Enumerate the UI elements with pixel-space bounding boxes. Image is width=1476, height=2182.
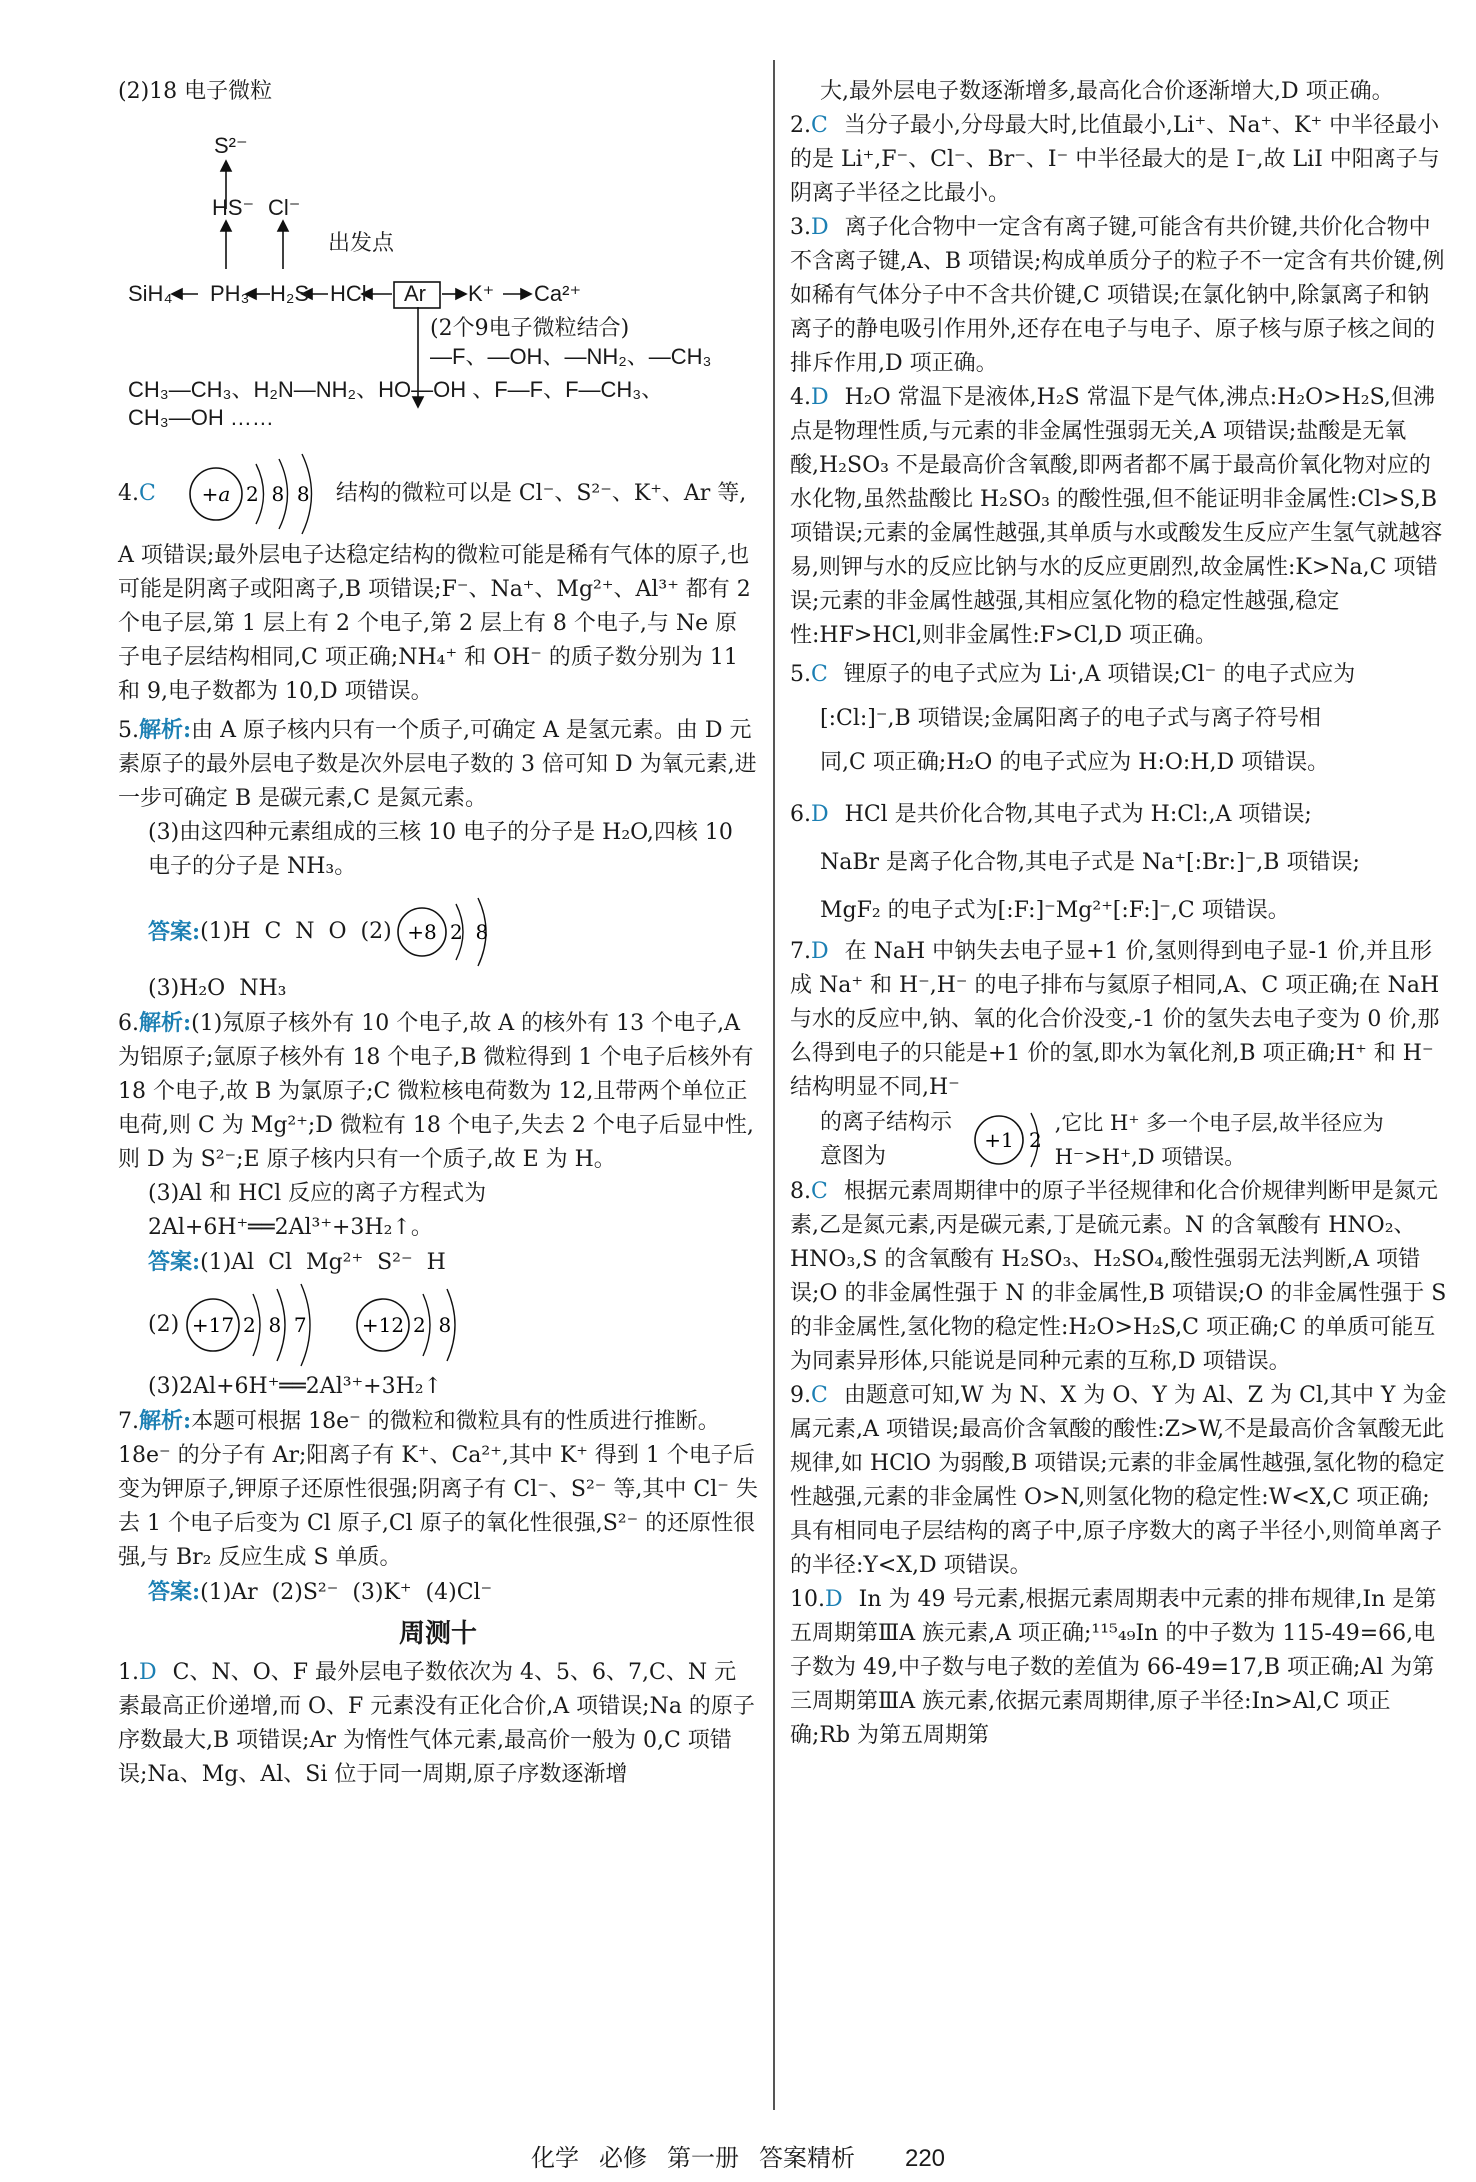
w9-text: 由题意可知,W 为 N、X 为 O、Y 为 Al、Z 为 Cl,其中 Y 为金属元素,A 项错误;最高价含氧酸的酸性:Z>W,不是最高价含氧酸无此规律,如 HClO 为弱酸,B 项错误;元素的非金属性越强,氢化物的稳定性越强,元素的非金属性 O>N,则氢化物的稳定性:W<X,C 项正确;具有相同电子层结构的离子中,原子序数大的离子半径小,则简单离子的半径:Y<X,D 项错误。 xyxy=(790,1383,1447,1578)
w3-number: 3. xyxy=(790,215,811,240)
18-electron-diagram xyxy=(118,109,758,429)
q5-text-2: (3)由这四种元素组成的三核 10 电子的分子是 H₂O,四核 10 电子的分子是 NH₃。 xyxy=(148,820,733,879)
w2-number: 2. xyxy=(790,113,811,138)
hcl: HCl xyxy=(330,281,367,306)
q5-number: 5. xyxy=(118,718,139,743)
cl-ion: Cl⁻ xyxy=(268,195,301,220)
q6-atom-diagrams xyxy=(179,1280,499,1370)
ca-ion: Ca²⁺ xyxy=(534,281,582,306)
page-number: 220 xyxy=(904,2145,946,2172)
q7-answer xyxy=(118,1575,758,1610)
w8-answer: C xyxy=(811,1179,828,1204)
w8-number: 8. xyxy=(790,1179,811,1204)
footer-label: 答案精析 xyxy=(758,2145,855,2172)
w6-number: 6. xyxy=(790,802,811,827)
q6-answer-3: (3)2Al+6H⁺══2Al³⁺+3H₂↑ xyxy=(148,1374,443,1399)
w4-block xyxy=(790,381,1450,653)
q7-number: 7. xyxy=(118,1409,139,1434)
w7-shells: 2 xyxy=(1028,1128,1042,1152)
q7-answer-label: 答案: xyxy=(148,1579,201,1605)
q6-number: 6. xyxy=(118,1011,139,1036)
page-footer xyxy=(0,2138,1476,2173)
left-column xyxy=(118,75,758,1792)
w3-answer: D xyxy=(811,215,829,240)
q7-label: 解析: xyxy=(139,1408,192,1434)
w4-number: 4. xyxy=(790,385,811,410)
w7-number: 7. xyxy=(790,939,811,964)
q5-nucleus: +8 xyxy=(406,920,437,944)
w4-answer: D xyxy=(811,385,829,410)
ph3: PH₃ xyxy=(210,281,250,306)
w6-text-1: HCl 是共价化合物,其电子式为 H:Cl:,A 项错误; xyxy=(844,802,1312,827)
q4-answer: C xyxy=(139,481,156,506)
w7-atom-diagram xyxy=(969,1105,1055,1175)
start-label: 出发点 xyxy=(328,231,395,256)
w10-block xyxy=(790,1583,1450,1753)
q5-answer xyxy=(118,892,758,972)
w6-answer: D xyxy=(811,802,829,827)
q5-block xyxy=(118,713,758,816)
q5-shells: 2 8 xyxy=(449,920,488,944)
q6-text-2: (3)Al 和 HCl 反应的离子方程式为 2Al+6H⁺══2Al³⁺+3H₂↑。 xyxy=(148,1181,487,1240)
w2-answer: C xyxy=(811,113,828,138)
q5-text-1: 由 A 原子核内只有一个质子,可确定 A 是氢元素。由 D 元素原子的最外层电子数是次外层电子数的 3 倍可知 D 为氧元素,进一步可确定 B 是碳元素,C 是氮元素。 xyxy=(118,718,757,811)
q6-answer-1-text: (1)Al Cl Mg²⁺ S²⁻ H xyxy=(200,1250,446,1275)
q5-answer-3: (3)H₂O NH₃ xyxy=(148,976,287,1001)
w10-answer: D xyxy=(825,1587,843,1612)
w7-nucleus: +1 xyxy=(983,1128,1014,1152)
q4-text-2: A 项错误;最外层电子达稳定结构的微粒可能是稀有气体的原子,也可能是阴离子或阳离子,B 项错误;F⁻、Na⁺、Mg²⁺、Al³⁺ 都有 2 个电子层,第 1 层上有 2 个电子,第 2 层上有 8 个电子,与 Ne 原子电子层结构相同,C 项正确;NH₄⁺ 和 OH⁻ 的质子数分别为 11 和 9,电子数都为 10,D 项错误。 xyxy=(118,543,751,704)
w7-block xyxy=(790,935,1450,1105)
q4-shells: 2 8 8 xyxy=(245,482,310,506)
w3-block xyxy=(790,211,1450,381)
molecule-list-1: CH₃—CH₃、H₂N—NH₂、HO—OH 、F—F、F—CH₃、 xyxy=(128,377,664,402)
w1-text: C、N、O、F 最外层电子数依次为 4、5、6、7,C、N 元素最高正价递增,而 O、F 元素没有正化合价,A 项错误;Na 的原子序数最大,B 项错误;Ar 为惰性气体元素,最高价一般为 0,C 项错误;Na、Mg、Al、Si 位于同一周期,原子序数逐渐增 xyxy=(118,1660,755,1787)
w6-text-3: MgF₂ 的电子式为[:F:]⁻Mg²⁺[:F:]⁻,C 项错误。 xyxy=(820,898,1290,923)
w1-block xyxy=(118,1656,758,1792)
w5-answer: C xyxy=(811,662,828,687)
q6-block xyxy=(118,1006,758,1177)
q4-atom-diagram xyxy=(176,449,336,539)
w8-block xyxy=(790,1175,1450,1379)
w5-block xyxy=(790,653,1450,785)
w2-block xyxy=(790,109,1450,211)
q6-answer-1 xyxy=(118,1245,758,1280)
q6-nucleus-1: +17 xyxy=(192,1313,235,1337)
w1-answer: D xyxy=(139,1660,157,1685)
w9-block xyxy=(790,1379,1450,1583)
s2-ion: S²⁻ xyxy=(214,133,248,158)
footer-book: 必修 xyxy=(598,2145,647,2172)
q6-nucleus-2: +12 xyxy=(362,1313,405,1337)
sih4: SiH₄ xyxy=(128,281,173,306)
k-ion: K⁺ xyxy=(468,281,495,306)
w5-number: 5. xyxy=(790,662,811,687)
radical-groups: —F、—OH、—NH₂、—CH₃ xyxy=(430,344,712,369)
w7-text-1: 在 NaH 中钠失去电子显+1 价,氢则得到电子显-1 价,并且形成 Na⁺ 和 H⁻,H⁻ 的电子排布与氦原子相同,A、C 项正确;在 NaH 与水的反应中,钠、氧的化合价没变,-1 价的氢失去电子变为 0 价,那么得到电子的只能是+1 价的氢,即水为氧化剂,B 项正确;H⁺ 和 H⁻ 结构明显不同,H⁻ xyxy=(790,939,1440,1100)
molecule-list-2: CH₃—OH …… xyxy=(128,405,274,430)
w5-text-1: 锂原子的电子式应为 Li·,A 项错误;Cl⁻ 的电子式应为 xyxy=(843,662,1356,687)
subsection-title: (2)18 电子微粒 xyxy=(118,79,273,104)
w5-text-2: [:Cl:]⁻,B 项错误;金属阳离子的电子式与离子符号相 xyxy=(820,706,1322,731)
q4-block xyxy=(118,449,758,539)
w6-block xyxy=(790,791,1450,935)
w10-text: In 为 49 号元素,根据元素周期表中元素的排布规律,In 是第五周期第ⅢA 族元素,A 项正确;¹¹⁵₄₉In 的中子数为 115-49=66,电子数为 49,中子数与电子数的差值为 66-49=17,B 项正确;Al 为第三周期第ⅢA 族元素,依据元素周期律,原子半径:In>Al,C 项正确;Rb 为第五周期第 xyxy=(790,1587,1437,1748)
w3-text: 离子化合物中一定含有离子键,可能含有共价键,共价化合物中不含离子键,A、B 项错误;构成单质分子的粒子不一定含有共价键,例如稀有气体分子中不含共价键,C 项错误;在氯化钠中,除氯离子和钠离子的静电吸引作用外,还存在电子与电子、原子核与原子核之间的排斥作用,D 项正确。 xyxy=(790,215,1445,376)
w2-text: 当分子最小,分母最大时,比值最小,Li⁺、Na⁺、K⁺ 中半径最小的是 Li⁺,F⁻、Cl⁻、Br⁻、I⁻ 中半径最大的是 I⁻,故 LiI 中阳离子与阴离子半径之比最小。 xyxy=(790,113,1440,206)
q6-shells-1: 2 8 7 xyxy=(243,1313,307,1337)
w7-text-2b: ,它比 H⁺ 多一个电子层,故半径应为 H⁻>H⁺,D 项错误。 xyxy=(1054,1111,1384,1169)
q5-answer-label: 答案: xyxy=(148,919,201,945)
hs-ion: HS⁻ xyxy=(212,195,255,220)
h2s: H₂S xyxy=(270,281,310,306)
q4-text-1: 结构的微粒可以是 Cl⁻、S²⁻、K⁺、Ar 等, xyxy=(335,481,747,506)
w10-number: 10. xyxy=(790,1587,825,1612)
footer-subject: 化学 xyxy=(530,2145,579,2172)
w9-number: 9. xyxy=(790,1383,811,1408)
w8-text: 根据元素周期律中的原子半径规律和化合价规律判断甲是氮元素,乙是氮元素,丙是碳元素,丁是硫元素。N 的含氧酸有 HNO₂、HNO₃,S 的含氧酸有 H₂SO₃、H₂SO₄,酸性强弱无法判断,A 项错误;O 的非金属性强于 N 的非金属性,B 项错误;O 的非金属性强于 S 的非金属性,氢化物的稳定性:H₂O>H₂S,C 项正确;C 的单质可能互为同素异形体,只能说是同种元素的互称,D 项错误。 xyxy=(790,1179,1447,1374)
w1-continuation: 大,最外层电子数逐渐增多,最高化合价逐渐增大,D 项正确。 xyxy=(820,79,1394,104)
w7-answer: D xyxy=(811,939,829,964)
w7-diagram-row xyxy=(790,1105,1450,1175)
footer-volume: 第一册 xyxy=(666,2145,739,2172)
q6-answer-label: 答案: xyxy=(148,1249,201,1275)
w6-text-2: NaBr 是离子化合物,其电子式是 Na⁺[:Br:]⁻,B 项错误; xyxy=(820,850,1360,875)
q4-number: 4. xyxy=(118,481,139,506)
w5-text-3: 同,C 项正确;H₂O 的电子式应为 H:O:H,D 项错误。 xyxy=(820,750,1330,775)
q4-nucleus: +a xyxy=(201,482,231,506)
ar: Ar xyxy=(404,281,426,306)
nine-electron-note: (2个9电子微粒结合) xyxy=(430,316,630,341)
q5-atom-diagram xyxy=(392,892,502,972)
q6-shells-2: 2 8 xyxy=(413,1313,452,1337)
column-divider xyxy=(773,60,775,2110)
q7-text: 本题可根据 18e⁻ 的微粒和微粒具有的性质进行推断。18e⁻ 的分子有 Ar;阳离子有 K⁺、Ca²⁺,其中 K⁺ 得到 1 个电子后变为钾原子,钾原子还原性很强;阴离子有 Cl⁻、S²⁻ 等,其中 Cl⁻ 失去 1 个电子后变为 Cl 原子,Cl 原子的氧化性很强,S²⁻ 的还原性很强,与 Br₂ 反应生成 S 单质。 xyxy=(118,1409,758,1570)
w7-text-2a: 的离子结构示意图为 xyxy=(820,1110,953,1169)
q7-block xyxy=(118,1404,758,1575)
section-title: 周测十 xyxy=(398,1618,477,1648)
right-column xyxy=(790,75,1450,1753)
w4-text: H₂O 常温下是液体,H₂S 常温下是气体,沸点:H₂O>H₂S,但沸点是物理性质,与元素的非金属性强弱无关,A 项错误;盐酸是无氧酸,H₂SO₃ 不是最高价含氧酸,即两者都不属于最高价氧化物对应的水化物,虽然盐酸比 H₂SO₃ 的酸性强,但不能证明非金属性:Cl>S,B 项错误;元素的金属性越强,其单质与水或酸发生反应产生氢气就越容易,则钾与水的反应比钠与水的反应更剧烈,故金属性:K>Na,C 项错误;元素的非金属性越强,其相应氢化物的稳定性越强,稳定性:HF>HCl,则非金属性:F>Cl,D 项正确。 xyxy=(790,385,1443,648)
q7-answer-text: (1)Ar (2)S²⁻ (3)K⁺ (4)Cl⁻ xyxy=(200,1580,493,1605)
q6-text-1: (1)氖原子核外有 10 个电子,故 A 的核外有 13 个电子,A 为铝原子;氩原子核外有 18 个电子,B 微粒得到 1 个电子后核外有 18 个电子,故 B 为氯原子;C 微粒核电荷数为 12,且带两个单位正电荷,则 C 为 Mg²⁺;D 微粒有 18 个电子,失去 2 个电子后显中性,则 D 为 S²⁻;E 原子核内只有一个质子,故 E 为 H。 xyxy=(118,1011,754,1172)
q5-label: 解析: xyxy=(139,717,192,743)
w1-number: 1. xyxy=(118,1660,139,1685)
q5-answer-1: (1)H C N O (2) xyxy=(200,919,392,944)
w9-answer: C xyxy=(811,1383,828,1408)
q6-answer-2 xyxy=(118,1280,758,1370)
q6-label: 解析: xyxy=(139,1010,192,1036)
q6-answer-2-prefix: (2) xyxy=(148,1312,180,1337)
